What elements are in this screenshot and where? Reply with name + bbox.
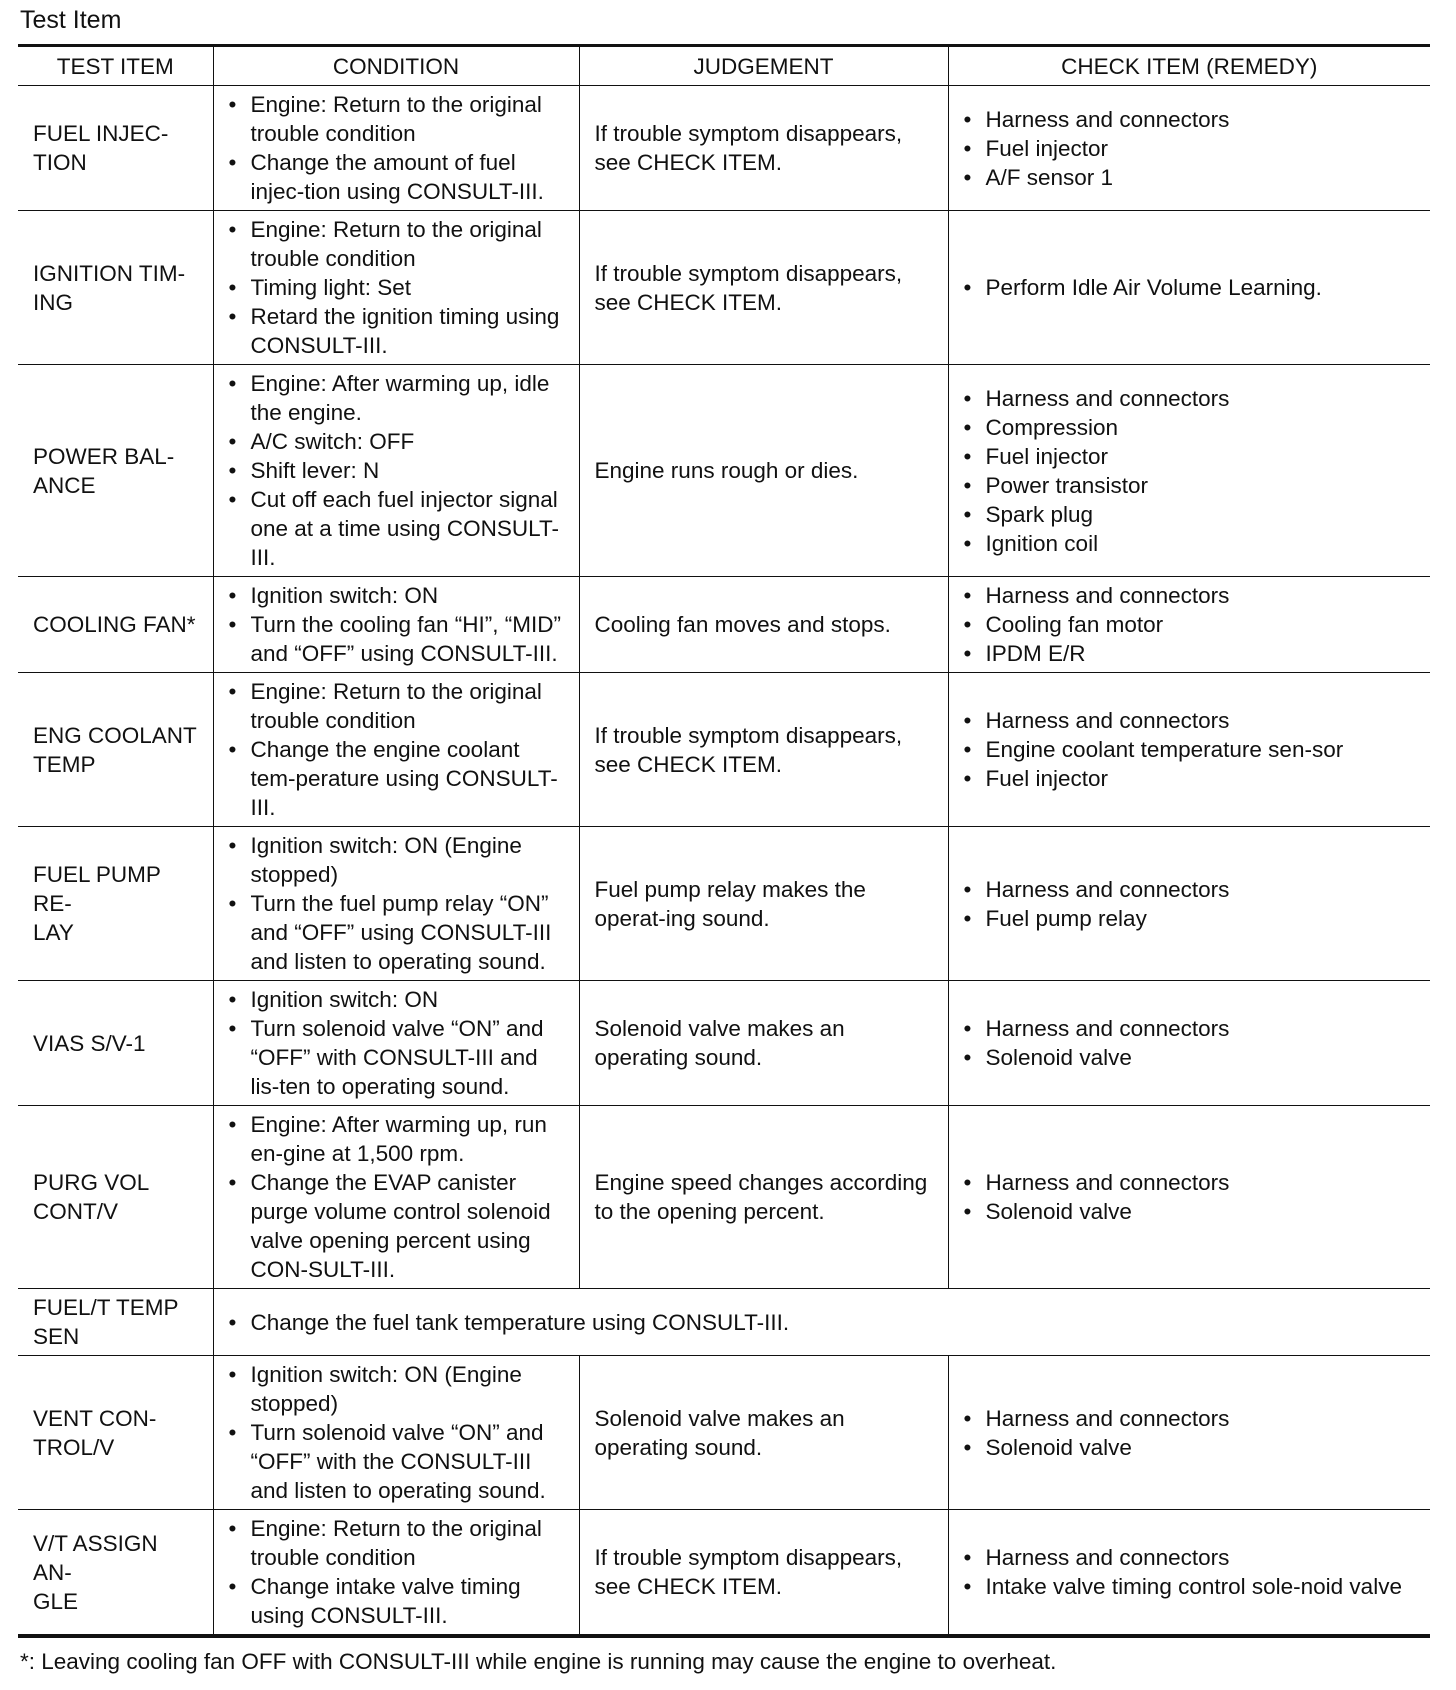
condition-list — [229, 1308, 1419, 1337]
test-item-cell — [18, 1106, 213, 1289]
test-item-line: SEN — [33, 1324, 80, 1349]
check-item: • Harness and connectors — [964, 384, 1419, 413]
test-item-line: IGNITION TIM- — [33, 260, 186, 286]
condition-item: • Change the amount of fuel injec-tion using CONSULT-III. — [229, 148, 567, 206]
check-item-cell — [948, 1510, 1430, 1637]
table-row — [18, 1356, 1430, 1510]
check-item: • IPDM E/R — [964, 639, 1419, 668]
condition-list — [229, 369, 567, 572]
test-item-line: V/T ASSIGN AN- — [33, 1530, 158, 1585]
check-item: • Harness and connectors — [964, 581, 1419, 610]
condition-item: • Change the fuel tank temperature using CONSULT-III. — [229, 1308, 1419, 1337]
condition-item: • Ignition switch: ON (Engine stopped) — [229, 831, 567, 889]
test-item-cell — [18, 1356, 213, 1510]
check-item-cell — [948, 86, 1430, 211]
table-row — [18, 1289, 1430, 1356]
check-item-cell — [948, 827, 1430, 981]
judgement-cell: Solenoid valve makes an operating sound. — [579, 1356, 948, 1510]
check-item-list — [964, 706, 1419, 793]
check-item: • Harness and connectors — [964, 1014, 1419, 1043]
page-title: Test Item — [20, 6, 122, 34]
condition-cell — [213, 1356, 579, 1510]
test-item-table — [18, 44, 1430, 1638]
check-item: • Ignition coil — [964, 529, 1419, 558]
test-item-line: VENT CON- — [33, 1405, 157, 1431]
condition-item: • Ignition switch: ON — [229, 581, 567, 610]
header-row — [18, 46, 1430, 86]
check-item-cell — [948, 211, 1430, 365]
check-item-cell — [948, 673, 1430, 827]
condition-list — [229, 1110, 567, 1284]
condition-cell — [213, 211, 579, 365]
check-item-cell — [948, 577, 1430, 673]
test-item-cell — [18, 827, 213, 981]
condition-cell — [213, 673, 579, 827]
check-item-cell — [948, 1356, 1430, 1510]
check-item: • Engine coolant temperature sen-sor — [964, 735, 1419, 764]
condition-cell — [213, 827, 579, 981]
test-item-cell — [18, 1510, 213, 1637]
test-item-line: TROL/V — [33, 1434, 115, 1460]
check-item: • Solenoid valve — [964, 1197, 1419, 1226]
check-item-cell — [948, 365, 1430, 577]
condition-list — [229, 581, 567, 668]
test-item-line: ENG COOLANT — [33, 722, 197, 748]
condition-item: • Engine: Return to the original trouble condition — [229, 90, 567, 148]
check-item: • Perform Idle Air Volume Learning. — [964, 273, 1419, 302]
test-item-line: TION — [33, 150, 87, 175]
check-item: • Harness and connectors — [964, 1168, 1419, 1197]
condition-item: • Retard the ignition timing using CONSULT-III. — [229, 302, 567, 360]
table-row — [18, 673, 1430, 827]
condition-list — [229, 90, 567, 206]
check-item-list — [964, 1014, 1419, 1072]
judgement-cell: If trouble symptom disappears, see CHECK ITEM. — [579, 211, 948, 365]
check-item: • Fuel pump relay — [964, 904, 1419, 933]
condition-item: • Timing light: Set — [229, 273, 567, 302]
condition-cell — [213, 86, 579, 211]
test-item-line: LAY — [33, 920, 74, 945]
check-item: • Solenoid valve — [964, 1043, 1419, 1072]
condition-item: • Engine: Return to the original trouble condition — [229, 215, 567, 273]
condition-item: • Turn solenoid valve “ON” and “OFF” with the CONSULT-III and listen to operating sound. — [229, 1418, 567, 1505]
condition-item: • Ignition switch: ON — [229, 985, 567, 1014]
condition-item: • Shift lever: N — [229, 456, 567, 485]
test-item-cell — [18, 86, 213, 211]
condition-list — [229, 1360, 567, 1505]
condition-item: • Engine: After warming up, run en-gine at 1,500 rpm. — [229, 1110, 567, 1168]
table-row — [18, 981, 1430, 1106]
condition-item: • Change the EVAP canister purge volume control solenoid valve opening percent using CON-SULT-III. — [229, 1168, 567, 1284]
check-item-list — [964, 1543, 1419, 1601]
judgement-cell: Engine runs rough or dies. — [579, 365, 948, 577]
table-row — [18, 365, 1430, 577]
table-row — [18, 827, 1430, 981]
condition-item: • Engine: Return to the original trouble condition — [229, 1514, 567, 1572]
test-item-line: CONT/V — [33, 1199, 119, 1224]
footnote: *: Leaving cooling fan OFF with CONSULT-III while engine is running may cause the engine to overheat. — [20, 1649, 1057, 1674]
test-item-line: COOLING FAN* — [33, 612, 196, 637]
test-item-line: VIAS S/V-1 — [33, 1030, 146, 1056]
condition-cell — [213, 981, 579, 1106]
condition-list — [229, 831, 567, 976]
condition-list — [229, 677, 567, 822]
check-item-list — [964, 273, 1419, 302]
condition-list — [229, 215, 567, 360]
check-item-list — [964, 1168, 1419, 1226]
judgement-cell: If trouble symptom disappears, see CHECK ITEM. — [579, 1510, 948, 1637]
test-item-line: FUEL/T TEMP — [33, 1295, 179, 1320]
check-item-list — [964, 1404, 1419, 1462]
test-item-line: PURG VOL — [33, 1170, 150, 1195]
condition-item: • Turn solenoid valve “ON” and “OFF” with CONSULT-III and lis-ten to operating sound. — [229, 1014, 567, 1101]
table-row — [18, 577, 1430, 673]
test-item-cell — [18, 1289, 213, 1356]
test-item-line: TEMP — [33, 751, 96, 777]
table-body — [18, 86, 1430, 1637]
test-item-line: ANCE — [33, 472, 96, 498]
condition-cell — [213, 1289, 1430, 1356]
table-row — [18, 211, 1430, 365]
check-item: • Fuel injector — [964, 764, 1419, 793]
test-item-cell — [18, 365, 213, 577]
condition-cell — [213, 1106, 579, 1289]
test-item-line: FUEL INJEC- — [33, 121, 169, 146]
condition-cell — [213, 1510, 579, 1637]
judgement-cell: If trouble symptom disappears, see CHECK ITEM. — [579, 673, 948, 827]
check-item: • Harness and connectors — [964, 706, 1419, 735]
test-item-cell — [18, 981, 213, 1106]
check-item: • Harness and connectors — [964, 875, 1419, 904]
check-item: • Spark plug — [964, 500, 1419, 529]
check-item: • Fuel injector — [964, 134, 1419, 163]
judgement-cell: If trouble symptom disappears, see CHECK ITEM. — [579, 86, 948, 211]
test-item-cell — [18, 577, 213, 673]
check-item-cell — [948, 1106, 1430, 1289]
check-item-list — [964, 384, 1419, 558]
condition-item: • Turn the fuel pump relay “ON” and “OFF” using CONSULT-III and listen to operating sound. — [229, 889, 567, 976]
check-item-list — [964, 105, 1419, 192]
check-item-list — [964, 581, 1419, 668]
condition-cell — [213, 365, 579, 577]
table-row — [18, 1510, 1430, 1637]
check-item: • Harness and connectors — [964, 1543, 1419, 1572]
judgement-cell: Cooling fan moves and stops. — [579, 577, 948, 673]
condition-item: • Cut off each fuel injector signal one at a time using CONSULT-III. — [229, 485, 567, 572]
check-item: • Harness and connectors — [964, 105, 1419, 134]
test-item-line: ING — [33, 289, 74, 315]
header-test-item: TEST ITEM — [18, 46, 213, 86]
check-item: • Power transistor — [964, 471, 1419, 500]
check-item: • Intake valve timing control sole-noid valve — [964, 1572, 1419, 1601]
check-item-list — [964, 875, 1419, 933]
table-row — [18, 86, 1430, 211]
check-item: • Solenoid valve — [964, 1433, 1419, 1462]
condition-cell — [213, 577, 579, 673]
check-item: • Compression — [964, 413, 1419, 442]
header-judgement: JUDGEMENT — [579, 46, 948, 86]
condition-list — [229, 1514, 567, 1630]
check-item: • Cooling fan motor — [964, 610, 1419, 639]
condition-item: • Change the engine coolant tem-perature using CONSULT-III. — [229, 735, 567, 822]
check-item: • Fuel injector — [964, 442, 1419, 471]
test-item-cell — [18, 211, 213, 365]
judgement-cell: Engine speed changes according to the opening percent. — [579, 1106, 948, 1289]
header-check-item: CHECK ITEM (REMEDY) — [948, 46, 1430, 86]
test-item-line: FUEL PUMP RE- — [33, 862, 161, 916]
condition-item: • Turn the cooling fan “HI”, “MID” and “OFF” using CONSULT-III. — [229, 610, 567, 668]
table-row — [18, 1106, 1430, 1289]
condition-item: • A/C switch: OFF — [229, 427, 567, 456]
check-item-cell — [948, 981, 1430, 1106]
condition-item: • Engine: Return to the original trouble condition — [229, 677, 567, 735]
condition-list — [229, 985, 567, 1101]
test-item-line: POWER BAL- — [33, 443, 175, 469]
header-condition: CONDITION — [213, 46, 579, 86]
judgement-cell: Fuel pump relay makes the operat-ing sound. — [579, 827, 948, 981]
condition-item: • Engine: After warming up, idle the engine. — [229, 369, 567, 427]
check-item: • A/F sensor 1 — [964, 163, 1419, 192]
judgement-cell: Solenoid valve makes an operating sound. — [579, 981, 948, 1106]
check-item: • Harness and connectors — [964, 1404, 1419, 1433]
condition-item: • Change intake valve timing using CONSULT-III. — [229, 1572, 567, 1630]
condition-item: • Ignition switch: ON (Engine stopped) — [229, 1360, 567, 1418]
test-item-line: GLE — [33, 1588, 79, 1614]
test-item-cell — [18, 673, 213, 827]
